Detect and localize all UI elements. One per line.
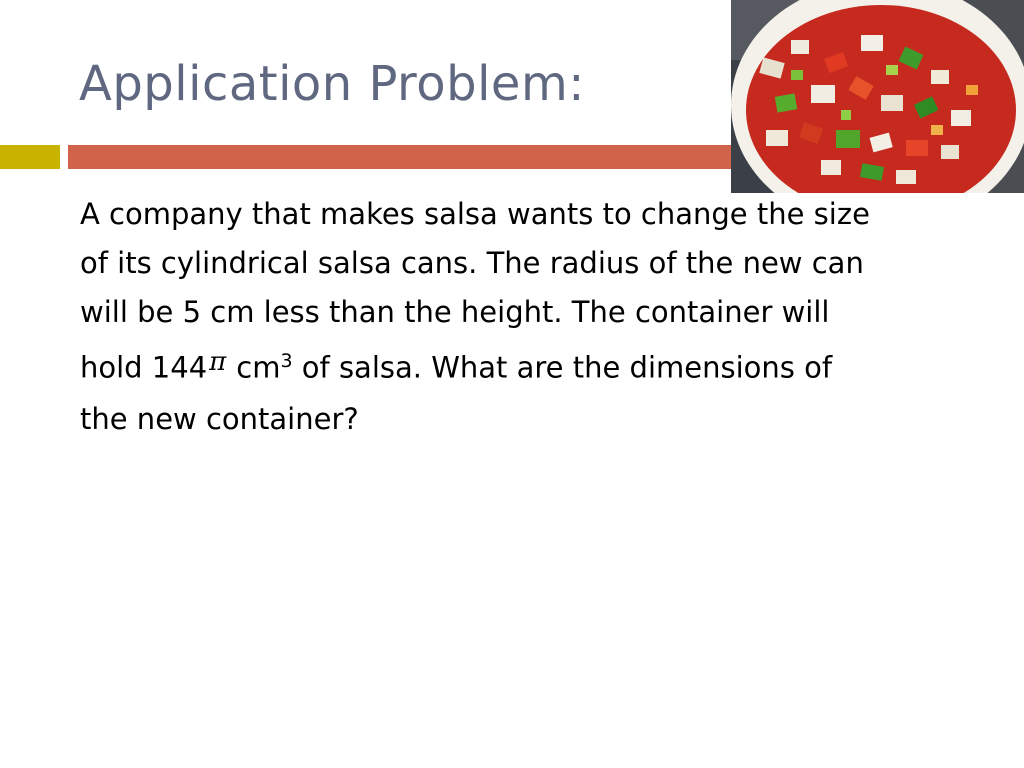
unit-exponent: 3 <box>280 350 293 372</box>
problem-text <box>80 190 980 444</box>
problem-line-5: the new container? <box>80 401 359 436</box>
problem-line-3: will be 5 cm less than the height. The container will <box>80 295 830 329</box>
problem-line-1: A company that makes salsa wants to change the size <box>80 197 870 231</box>
slide-title: Application Problem: <box>79 56 585 112</box>
accent-gold-block <box>0 145 60 169</box>
pi-symbol: π <box>209 346 227 377</box>
problem-line-4-end: of salsa. What are the dimensions of <box>292 350 833 385</box>
salsa-bowl-photo <box>731 0 1024 193</box>
problem-line-4 <box>80 337 980 395</box>
accent-divider-bar <box>68 145 732 169</box>
problem-line-2: of its cylindrical salsa cans. The radius of the new can <box>80 246 864 280</box>
volume-unit: cm <box>236 350 281 385</box>
volume-prefix: hold 144 <box>80 350 208 385</box>
